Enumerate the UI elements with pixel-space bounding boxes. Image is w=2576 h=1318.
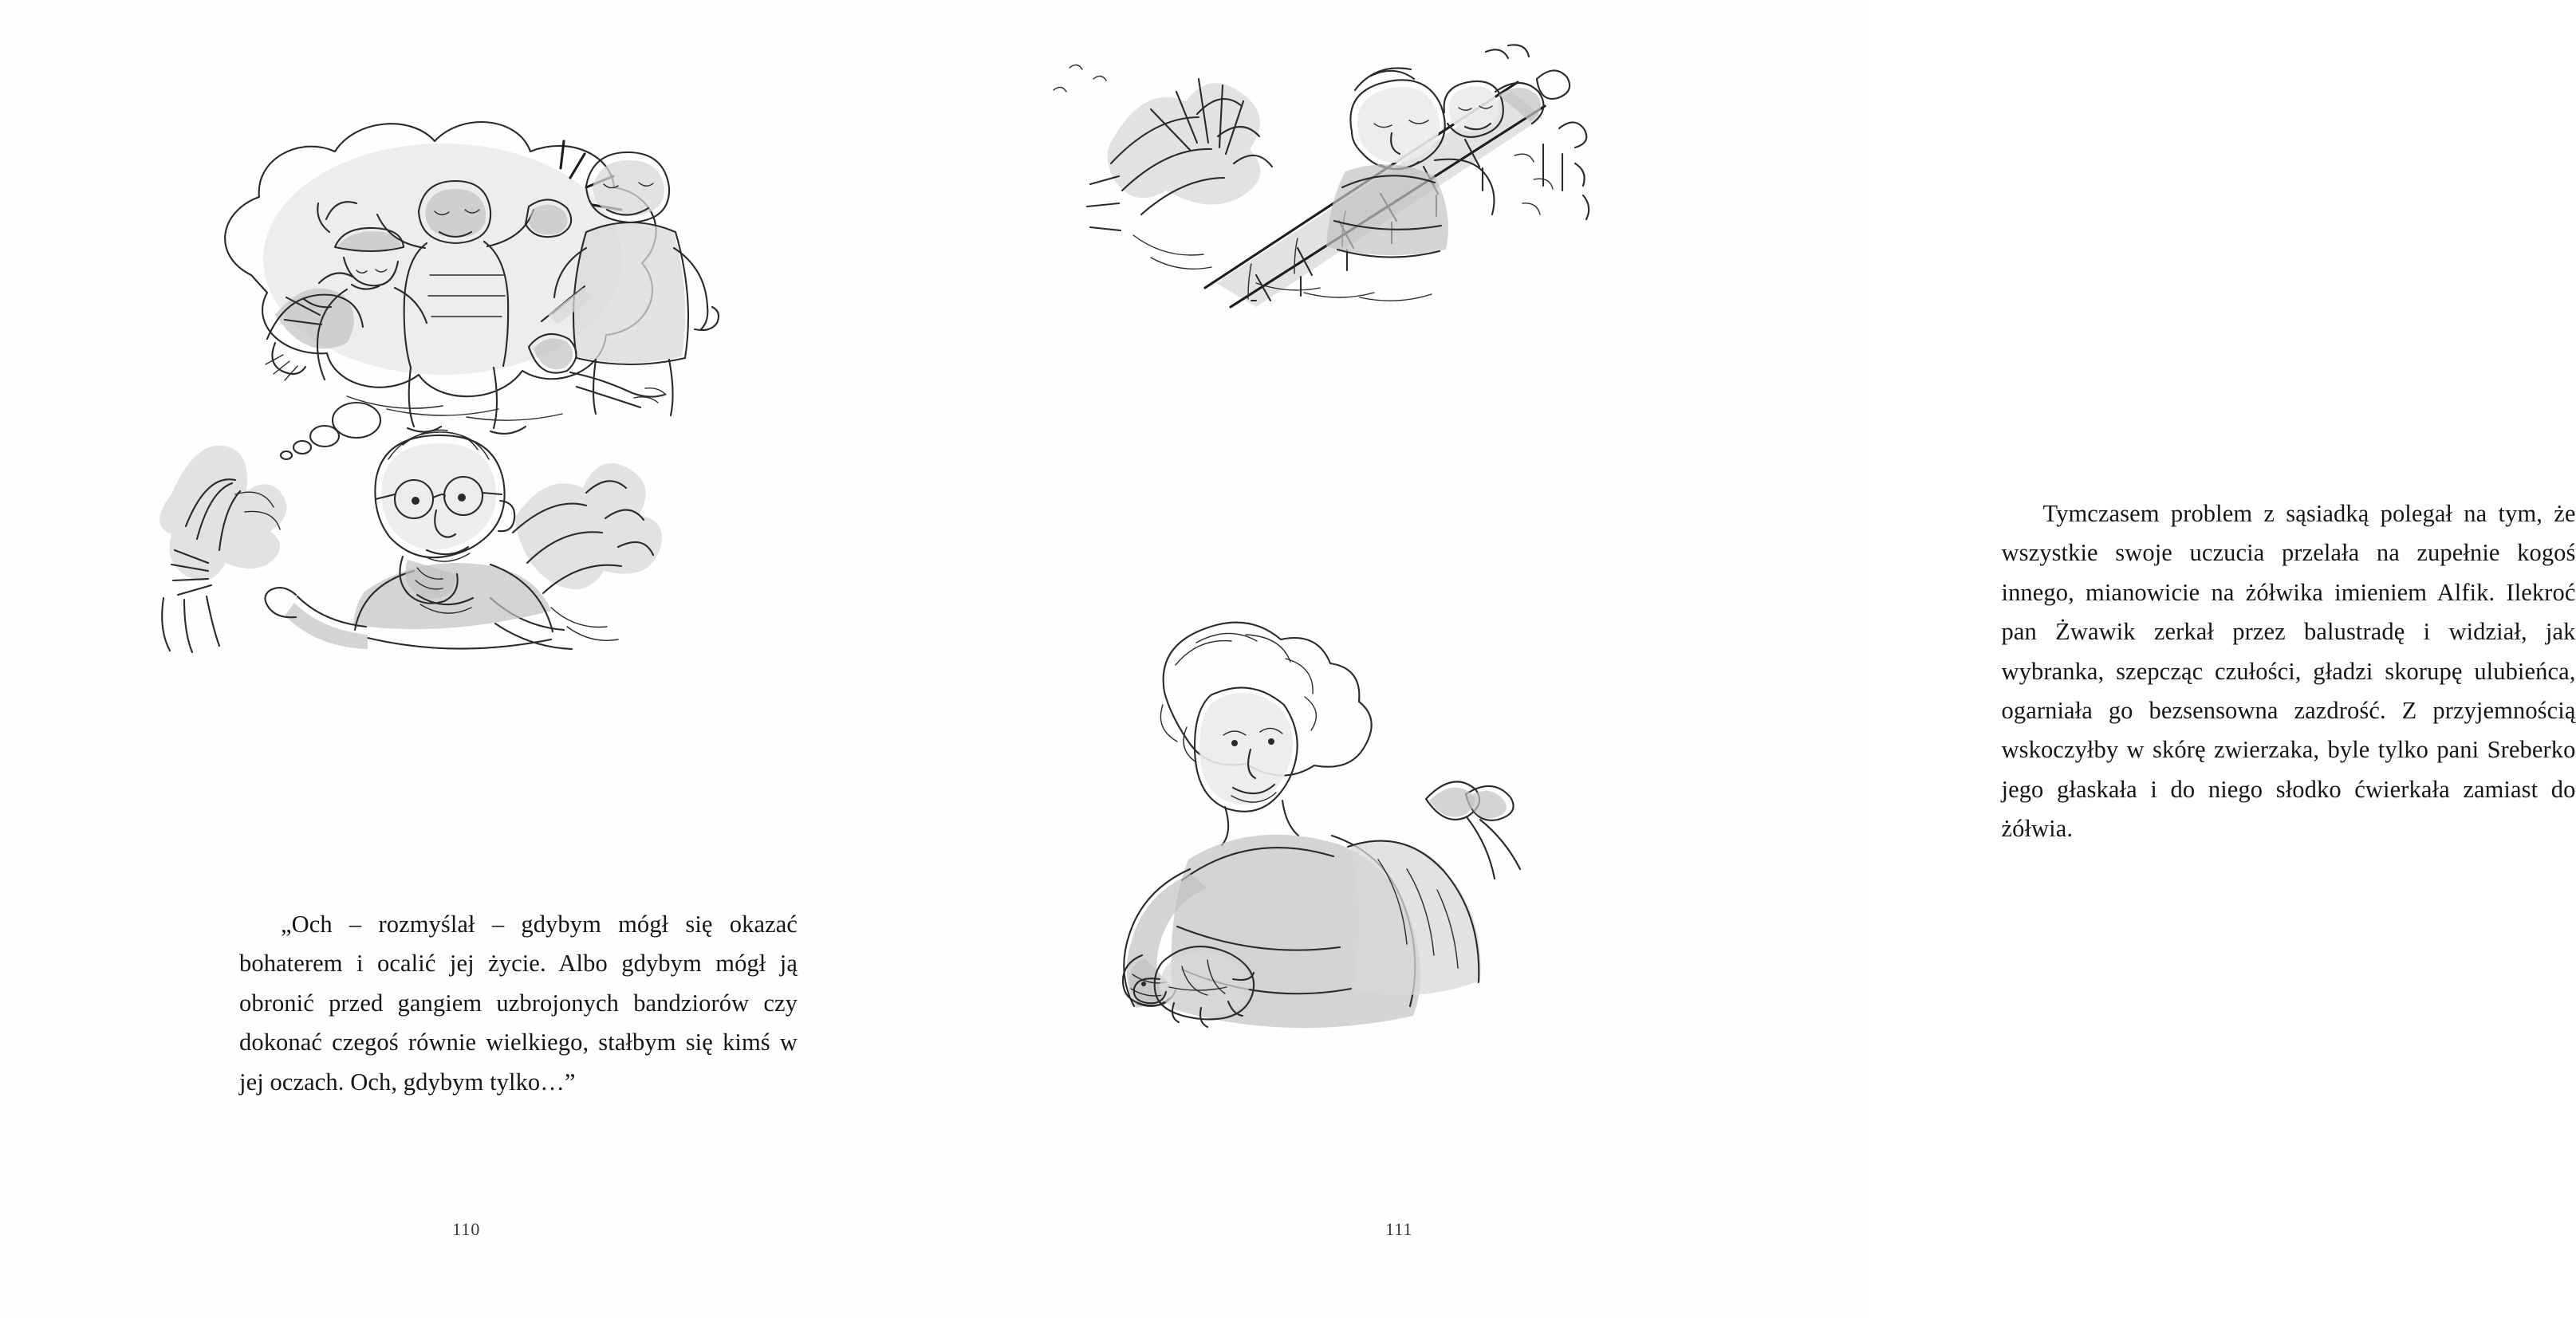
page-number-left: 110 [452, 1219, 481, 1239]
page-number-right: 111 [1385, 1219, 1413, 1239]
left-page-text-block [239, 905, 798, 1102]
paragraph-text: „Och – rozmyślał – gdybym mógł się okazać bohaterem i ocalić jej życie. Albo gdybym mógł ją obronić przed gangiem uzbrojonych bandziorów czy dokonać czegoś równie wielkiego, stałbym się kimś w jej oczach. Och, gdybym tylko…” [239, 911, 798, 1096]
paragraph-text: Tymczasem problem z sąsiadką polegał na tym, że wszystkie swoje uczucia przelała na zupełnie kogoś innego, mianowicie na żółwika imieniem Alfik. Ilekroć pan Żwawik zerkał przez balustradę i widział, jak wybranka, szepcząc czułości, gładzi skorupę ulubieńca, ogarniała go bezsensowna zazdrość. Z przyjemnością wskoczyłby w skórę zwierzaka, byle tylko pani Sreberko jego głaskała i do niego słodko ćwierkała zamiast do żółwia. [2001, 500, 2576, 843]
illustration-man-in-bushes [140, 399, 698, 686]
paragraph [2002, 494, 2576, 849]
paragraph [239, 905, 798, 1102]
page-left [0, 0, 933, 1318]
illustration-lady-with-turtle [1069, 606, 1579, 1005]
right-page-text-block [2002, 494, 2576, 849]
page-right [933, 0, 2576, 1318]
illustration-balcony-railing-plants [1017, 44, 1599, 307]
